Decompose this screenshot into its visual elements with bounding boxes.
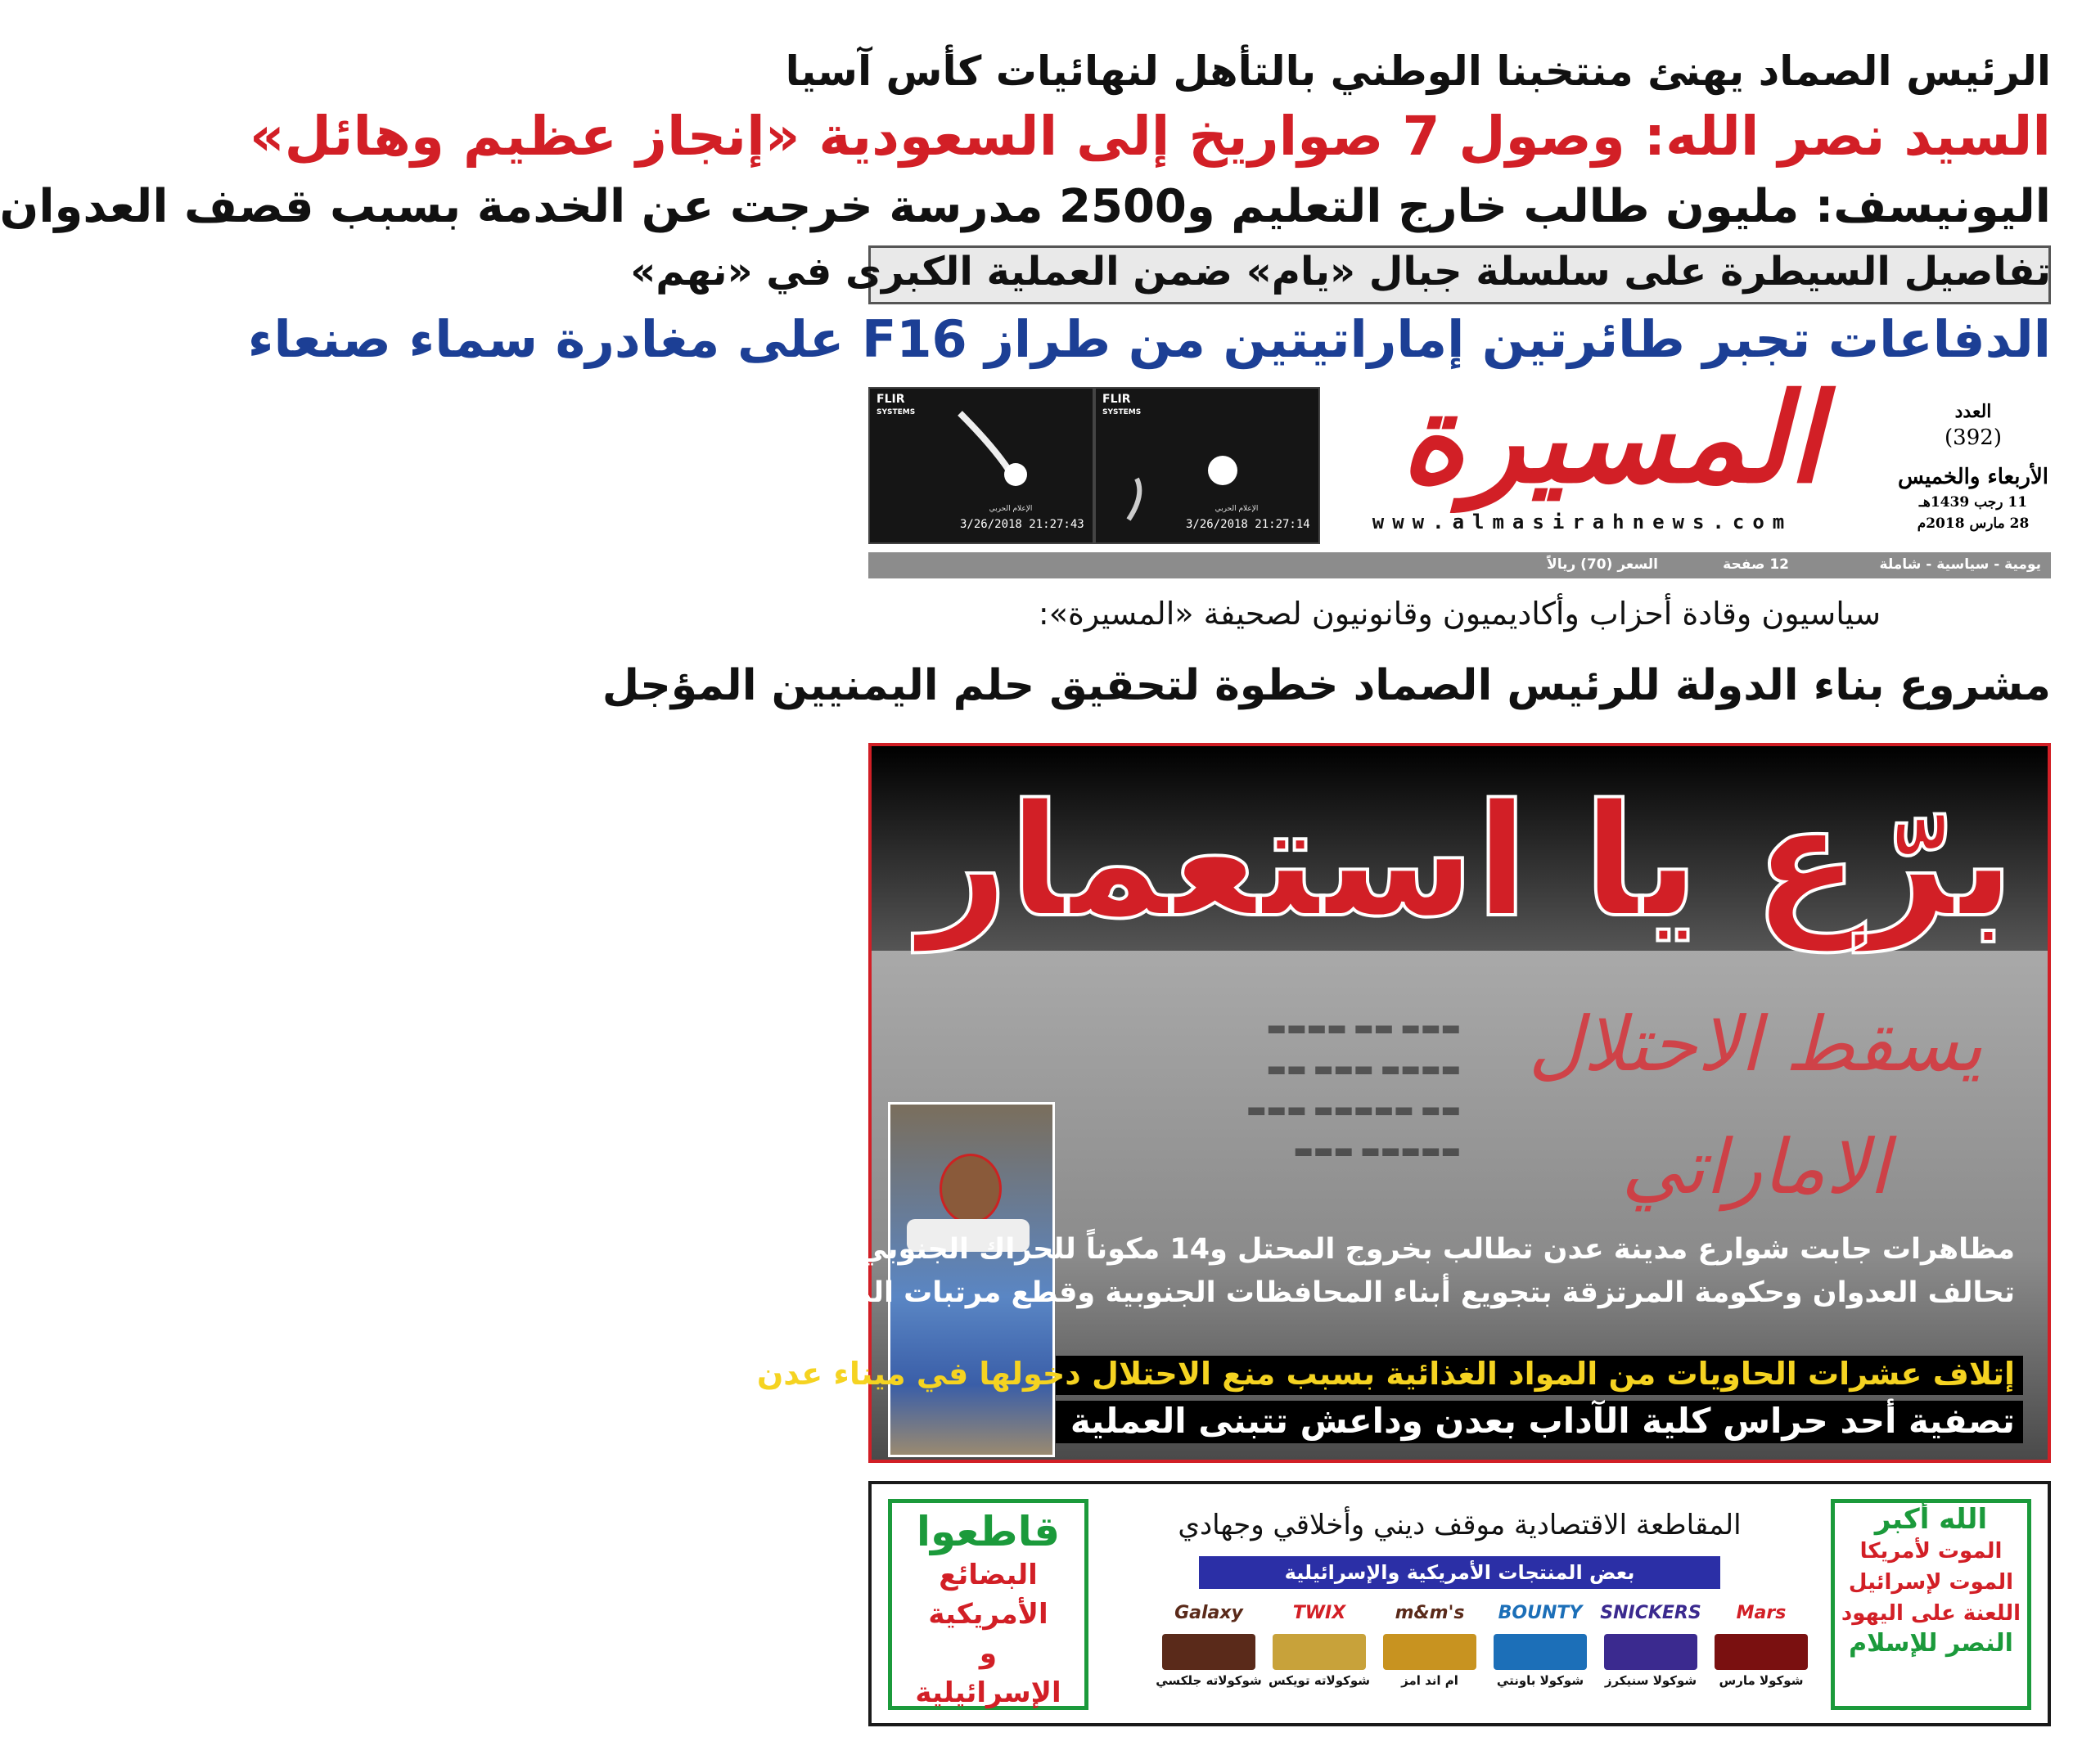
product-caption: شوكولا باونتي xyxy=(1496,1673,1584,1688)
slogan-line: النصر للإسلام xyxy=(1849,1629,2013,1658)
timestamp: 3/26/2018 21:27:14 xyxy=(1186,518,1310,531)
story-caption-1: مظاهرات جابت شوارع مدينة عدن تطالب بخروج المحتل و14 مكوناً للحراك الجنوبي يتهم xyxy=(784,1233,2015,1266)
product-pack xyxy=(1383,1634,1476,1670)
product-pack xyxy=(1715,1634,1808,1670)
flir-logo: FLIR SYSTEMS xyxy=(1102,393,1142,416)
slogan-line: الموت لأمريكا xyxy=(1859,1539,2003,1564)
headline-4: تفاصيل السيطرة على سلسلة جبال «يام» ضمن العملية الكبرى في «نهم» xyxy=(630,249,2051,295)
graffiti-text: يسقط الاحتلال الاماراتي xyxy=(1528,1001,1983,1211)
product-galaxy xyxy=(1156,1603,1262,1701)
story-caption-2: تحالف العدوان وحكومة المرتزقة بتجويع أبناء المحافظات الجنوبية وقطع مرتبات الموظفين xyxy=(750,1276,2015,1309)
flir-thumbnail-2 xyxy=(868,387,1094,544)
product-mars xyxy=(1708,1603,1814,1701)
headline-5: الدفاعات تجبر طائرتين إماراتيتين من طراز F16 على مغادرة سماء صنعاء xyxy=(247,309,2051,369)
flir-thumbnail-1 xyxy=(1094,387,1320,544)
product-caption: شوكولا مارس xyxy=(1719,1673,1804,1688)
slogan-line: الله أكبر xyxy=(1874,1503,1988,1536)
product-caption: شوكولاته جلكسي xyxy=(1156,1673,1262,1688)
page-count: 12 صفحة xyxy=(1723,556,1789,573)
main-story-title: برّع يا استعمار xyxy=(918,771,2015,952)
boycott-box xyxy=(888,1499,1088,1710)
newspaper-logo: المسيرة xyxy=(1400,368,1822,511)
thumbnail-caption: الإعلام الحربي xyxy=(989,505,1033,513)
product-caption: ام اند امز xyxy=(1401,1673,1458,1688)
wall-sign: ▬▬▬ ▬▬ ▬▬▬▬ ▬▬▬▬ ▬▬▬ ▬▬ ▬▬ ▬▬▬▬▬ ▬▬▬ ▬▬▬▬▬ ▬▬▬ xyxy=(1246,1016,1461,1163)
boycott-advertisement xyxy=(868,1481,2051,1726)
boycott-line: البضائع الأمريكية xyxy=(928,1559,1048,1631)
ad-band: بعض المنتجات الأمريكية والإسرائيلية xyxy=(1199,1556,1720,1589)
product-logo: m&m's xyxy=(1395,1603,1465,1623)
slogan-line: الموت لإسرائيل xyxy=(1848,1570,2014,1595)
website-url[interactable]: www.almasirahnews.com xyxy=(1372,511,1793,533)
kicker-headline: سياسيون وقادة أحزاب وأكاديميون وقانونيون لصحيفة «المسيرة»: xyxy=(1038,596,1881,632)
sarkha-slogan xyxy=(1831,1499,2031,1710)
flir-logo: FLIR SYSTEMS xyxy=(877,393,916,416)
product-pack xyxy=(1273,1634,1366,1670)
product-pack xyxy=(1604,1634,1697,1670)
product-mms xyxy=(1377,1603,1483,1701)
headline-3: اليونيسف: مليون طالب خارج التعليم و2500 مدرسة خرجت عن الخدمة بسبب قصف العدوان xyxy=(0,180,2051,233)
gregorian-date: 28 مارس 2018م xyxy=(1917,515,2030,532)
victim-head xyxy=(940,1154,1002,1224)
product-caption: شوكولاته تويكس xyxy=(1269,1673,1370,1688)
product-snickers xyxy=(1598,1603,1704,1701)
slogan-line: اللعنة على اليهود xyxy=(1841,1601,2021,1626)
main-sub-headline: مشروع بناء الدولة للرئيس الصماد خطوة لتحقيق حلم اليمنيين المؤجل xyxy=(602,661,2051,710)
product-logo: SNICKERS xyxy=(1600,1603,1701,1623)
price: السعر (70) ريالاً xyxy=(1547,556,1658,573)
product-pack xyxy=(1494,1634,1587,1670)
product-logo: BOUNTY xyxy=(1498,1603,1583,1623)
product-bounty xyxy=(1487,1603,1593,1701)
main-story-photo xyxy=(750,743,2051,1463)
product-logo: TWIX xyxy=(1292,1603,1346,1623)
product-logo: Galaxy xyxy=(1174,1603,1243,1623)
issue-info xyxy=(1895,401,2051,532)
boycott-line: و xyxy=(979,1637,998,1670)
paper-type: يومية - سياسية - شاملة xyxy=(1879,556,2041,573)
publication-days: الأربعاء والخميس xyxy=(1897,465,2049,489)
headline-2: السيد نصر الله: وصول 7 صواريخ إلى السعودية «إنجاز عظيم وهائل» xyxy=(250,105,2051,168)
info-bar xyxy=(868,552,2051,578)
product-caption: شوكولا سنيكرز xyxy=(1604,1673,1697,1688)
story-caption-4: تصفية أحد حراس كلية الآداب بعدن وداعش تتبنى العملية xyxy=(1070,1401,2015,1441)
product-pack xyxy=(1162,1634,1255,1670)
product-logo: Mars xyxy=(1736,1603,1787,1623)
product-twix xyxy=(1266,1603,1372,1701)
story-caption-3: إتلاف عشرات الحاويات من المواد الغذائية بسبب منع الاحتلال دخولها في ميناء عدن xyxy=(756,1356,2015,1392)
hijri-date: 11 رجب 1439هـ xyxy=(1918,494,2028,511)
headline-1: الرئيس الصماد يهنئ منتخبنا الوطني بالتأهل لنهائيات كأس آسيا xyxy=(785,47,2051,95)
ad-title: المقاطعة الاقتصادية موقف ديني وأخلاقي وجهادي xyxy=(1178,1509,1742,1541)
boycott-line: الإسرائيلية xyxy=(915,1676,1061,1709)
issue-number: (392) xyxy=(1945,425,2002,450)
issue-label: العدد xyxy=(1954,401,1992,422)
timestamp: 3/26/2018 21:27:43 xyxy=(960,518,1084,531)
thumbnail-caption: الإعلام الحربي xyxy=(1214,505,1259,513)
boycott-line: قاطعوا xyxy=(916,1508,1061,1555)
